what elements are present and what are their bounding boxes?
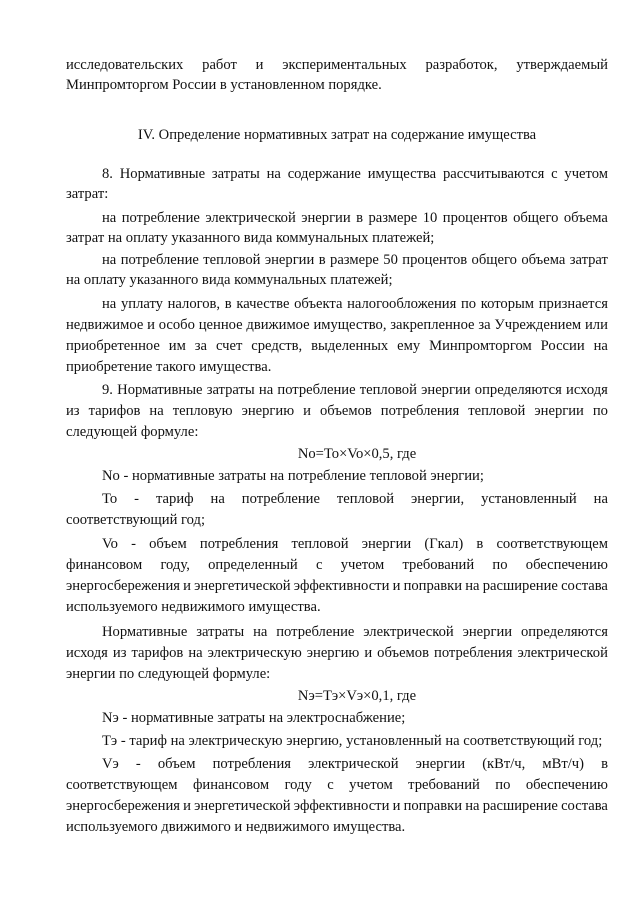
word: на [149, 403, 164, 419]
word: за [194, 338, 208, 354]
electric-line-3: энергии по следующей формуле: [66, 666, 271, 682]
word: по [492, 557, 508, 573]
word: (кВт/ч, [482, 756, 526, 772]
clause8-item3-line-4: приобретение такого имущества. [66, 359, 272, 375]
word: средств, [251, 338, 303, 354]
electric-line-2 [66, 643, 608, 663]
word: тарифов [88, 403, 141, 419]
word: Vo [102, 536, 118, 552]
word: качестве [236, 296, 290, 312]
clause9-line-3: следующей формуле: [66, 424, 199, 440]
word: исследовательских [66, 57, 184, 73]
word: с [551, 166, 558, 182]
word: финансовом [66, 557, 143, 573]
word: тепловой [359, 382, 417, 398]
word: потребления [199, 536, 279, 552]
word: обеспечению [525, 557, 608, 573]
word: - [131, 536, 136, 552]
word: счет [215, 338, 243, 354]
word: выделенных [311, 338, 389, 354]
ve-definition-line-3 [66, 796, 608, 816]
word: объема [521, 252, 566, 268]
word: (Гкал) [424, 536, 464, 552]
word: электрической [308, 756, 399, 772]
word: по [592, 403, 608, 419]
word: и [364, 645, 373, 661]
word: Учреждением [494, 317, 582, 333]
word: определенный [208, 557, 298, 573]
word: затраты [196, 624, 245, 640]
word: на [258, 382, 274, 398]
word: году [284, 777, 312, 793]
clause8-line-2: затрат: [66, 186, 109, 202]
word: энергии [421, 382, 471, 398]
word: исходя [566, 382, 608, 398]
word: за [478, 317, 491, 333]
word: и [303, 403, 311, 419]
word: приобретенное [66, 338, 160, 354]
word: процентов [442, 210, 508, 226]
word: соответствующем [496, 536, 608, 552]
word: электрической [363, 624, 454, 640]
word: которым [480, 296, 535, 312]
word: учетом [349, 777, 393, 793]
word: содержание [287, 166, 361, 182]
clause8-item3-line-3 [66, 336, 608, 356]
heat-formula: No=To×Vo×0,5, где [297, 446, 417, 462]
word: потребление [276, 624, 355, 640]
vo-definition-line-1 [102, 534, 608, 554]
word: обеспечению [525, 777, 608, 793]
word: эффективности [293, 578, 390, 594]
word: финансовом [192, 777, 270, 793]
electric-formula: Nэ=Tэ×Vэ×0,1, где [297, 688, 417, 704]
word: потребление [277, 382, 356, 398]
word: объемов [377, 645, 429, 661]
word: в [224, 296, 232, 312]
word: имущество, [313, 317, 387, 333]
word: энергетической [194, 578, 291, 594]
word: расширение [482, 578, 558, 594]
word: имущества [367, 166, 437, 182]
no-definition: No - нормативные затраты на потребление тепловой энергии; [102, 468, 484, 484]
word: из [112, 645, 127, 661]
word: объем [157, 756, 196, 772]
word: Нормативные [117, 382, 203, 398]
word: ему [397, 338, 421, 354]
section-heading: IV. Определение нормативных затрат на содержание имущества [137, 127, 537, 143]
clause9-line-1 [102, 380, 608, 400]
word: затраты [211, 166, 260, 182]
word: и [392, 798, 401, 814]
clause8-item2-line-2: на оплату указанного вида коммунальных платежей; [66, 272, 393, 288]
word: - [135, 756, 141, 772]
clause8-line-1 [102, 164, 608, 184]
word: на [102, 296, 117, 312]
ne-definition: Nэ - нормативные затраты на электроснабжение; [102, 710, 406, 726]
word: электрическую [207, 645, 302, 661]
word: в [356, 210, 364, 226]
word: или [584, 317, 608, 333]
word: на [210, 491, 225, 507]
word: в [476, 536, 484, 552]
clause8-item3-line-2 [66, 315, 608, 335]
word: тепловой [468, 403, 526, 419]
word: потребления [434, 645, 513, 661]
word: процентов [402, 252, 468, 268]
word: исходя [66, 645, 108, 661]
word: энергии, [411, 491, 465, 507]
word: на [593, 338, 608, 354]
word: на [188, 645, 203, 661]
word: потребления [380, 403, 460, 419]
word: и [147, 317, 155, 333]
word: тепловой [203, 252, 261, 268]
continuation-line-2: Минпромторгом России в установленном порядке. [66, 77, 382, 93]
word: состава [561, 798, 608, 814]
word: работ [202, 57, 237, 73]
word: ценное [198, 317, 243, 333]
te-definition: Tэ - тариф на электрическую энергию, установленный на соответствующий год; [102, 733, 603, 749]
word: на [266, 166, 281, 182]
word: закрепленное [390, 317, 475, 333]
word: размере [330, 252, 379, 268]
word: установленный [481, 491, 577, 507]
ve-definition-line-4: используемого движимого и недвижимого имущества. [66, 819, 406, 835]
word: учетом [340, 557, 385, 573]
clause8-item1-line-1 [102, 208, 608, 228]
word: Vэ [102, 756, 119, 772]
clause8-item2-line-1 [102, 250, 608, 270]
word: и [183, 798, 191, 814]
continuation-line-1 [66, 55, 608, 75]
word: определяются [474, 382, 562, 398]
word: электрической [205, 210, 296, 226]
word: электрической [517, 645, 608, 661]
to-definition-line-1 [102, 489, 608, 509]
word: на [593, 491, 608, 507]
word: рассчитываются [442, 166, 545, 182]
word: на [465, 798, 480, 814]
word: из [66, 403, 80, 419]
word: на [102, 210, 117, 226]
word: - [134, 491, 140, 507]
word: затраты [206, 382, 255, 398]
clause8-item1-line-2: затрат на оплату указанного вида коммунальных платежей; [66, 230, 435, 246]
word: утверждаемый [516, 57, 608, 73]
word: разработок, [425, 57, 498, 73]
word: требований [402, 557, 475, 573]
word: To [102, 491, 118, 507]
word: объем [149, 536, 187, 552]
word: потребление [120, 252, 199, 268]
word: Минпромторгом [429, 338, 532, 354]
word: объема [563, 210, 608, 226]
word: расширение [482, 798, 558, 814]
word: энергии [301, 210, 351, 226]
electric-line-1 [102, 622, 608, 642]
word: с [327, 777, 334, 793]
vo-definition-line-4: используемого недвижимого имущества. [66, 599, 321, 615]
word: Нормативные [119, 166, 206, 182]
word: энергии [415, 756, 466, 772]
word: 9. [102, 382, 113, 398]
word: требований [408, 777, 480, 793]
word: тепловой [291, 536, 349, 552]
word: энергии [264, 252, 315, 268]
word: 10 [422, 210, 438, 226]
word: поправки [403, 578, 463, 594]
vo-definition-line-3 [66, 576, 608, 596]
word: движимое [246, 317, 310, 333]
word: энергосбережения [66, 798, 180, 814]
word: тепловую [172, 403, 233, 419]
word: поправки [403, 798, 463, 814]
word: тарифов [131, 645, 184, 661]
word: 50 [383, 252, 398, 268]
word: потребление [121, 210, 200, 226]
word: энергии [361, 536, 412, 552]
ve-definition-line-1 [102, 754, 608, 774]
word: соответствующем [66, 777, 178, 793]
word: объекта [294, 296, 343, 312]
word: тариф [155, 491, 194, 507]
word: энергетической [194, 798, 291, 814]
word: энергию [306, 645, 360, 661]
word: определяются [520, 624, 608, 640]
vo-definition-line-2 [66, 555, 608, 575]
word: году, [160, 557, 190, 573]
clause9-line-2 [66, 401, 608, 421]
word: потребления [212, 756, 291, 772]
word: состава [561, 578, 608, 594]
word: затрат [569, 252, 608, 268]
word: особо [158, 317, 195, 333]
word: с [315, 557, 323, 573]
word: и [183, 578, 191, 594]
word: общего [513, 210, 559, 226]
word: им [168, 338, 186, 354]
word: тепловой [336, 491, 395, 507]
word: по [460, 296, 477, 312]
word: России [540, 338, 585, 354]
word: на [465, 578, 480, 594]
word: потребление [241, 491, 320, 507]
word: по [495, 777, 511, 793]
word: в [318, 252, 326, 268]
word: мВт/ч) [542, 756, 584, 772]
word: энергии [462, 624, 513, 640]
word: энергии [534, 403, 584, 419]
word: общего [471, 252, 517, 268]
word: налогов, [167, 296, 221, 312]
word: уплату [120, 296, 163, 312]
word: на [253, 624, 268, 640]
word: на [102, 252, 117, 268]
word: учетом [564, 166, 608, 182]
word: в [601, 756, 608, 772]
word: и [392, 578, 401, 594]
word: энергию [241, 403, 295, 419]
ve-definition-line-2 [66, 775, 608, 795]
word: 8. [102, 166, 113, 182]
word: объемов [319, 403, 372, 419]
clause8-item3-line-1 [102, 294, 608, 314]
word: эффективности [293, 798, 390, 814]
word: и [255, 57, 264, 73]
to-definition-line-2: соответствующий год; [66, 512, 206, 528]
word: энергосбережения [66, 578, 180, 594]
word: Нормативные [102, 624, 188, 640]
word: налогообложения [347, 296, 457, 312]
word: недвижимое [66, 317, 144, 333]
word: размере [368, 210, 418, 226]
word: признается [538, 296, 608, 312]
word: экспериментальных [282, 57, 407, 73]
